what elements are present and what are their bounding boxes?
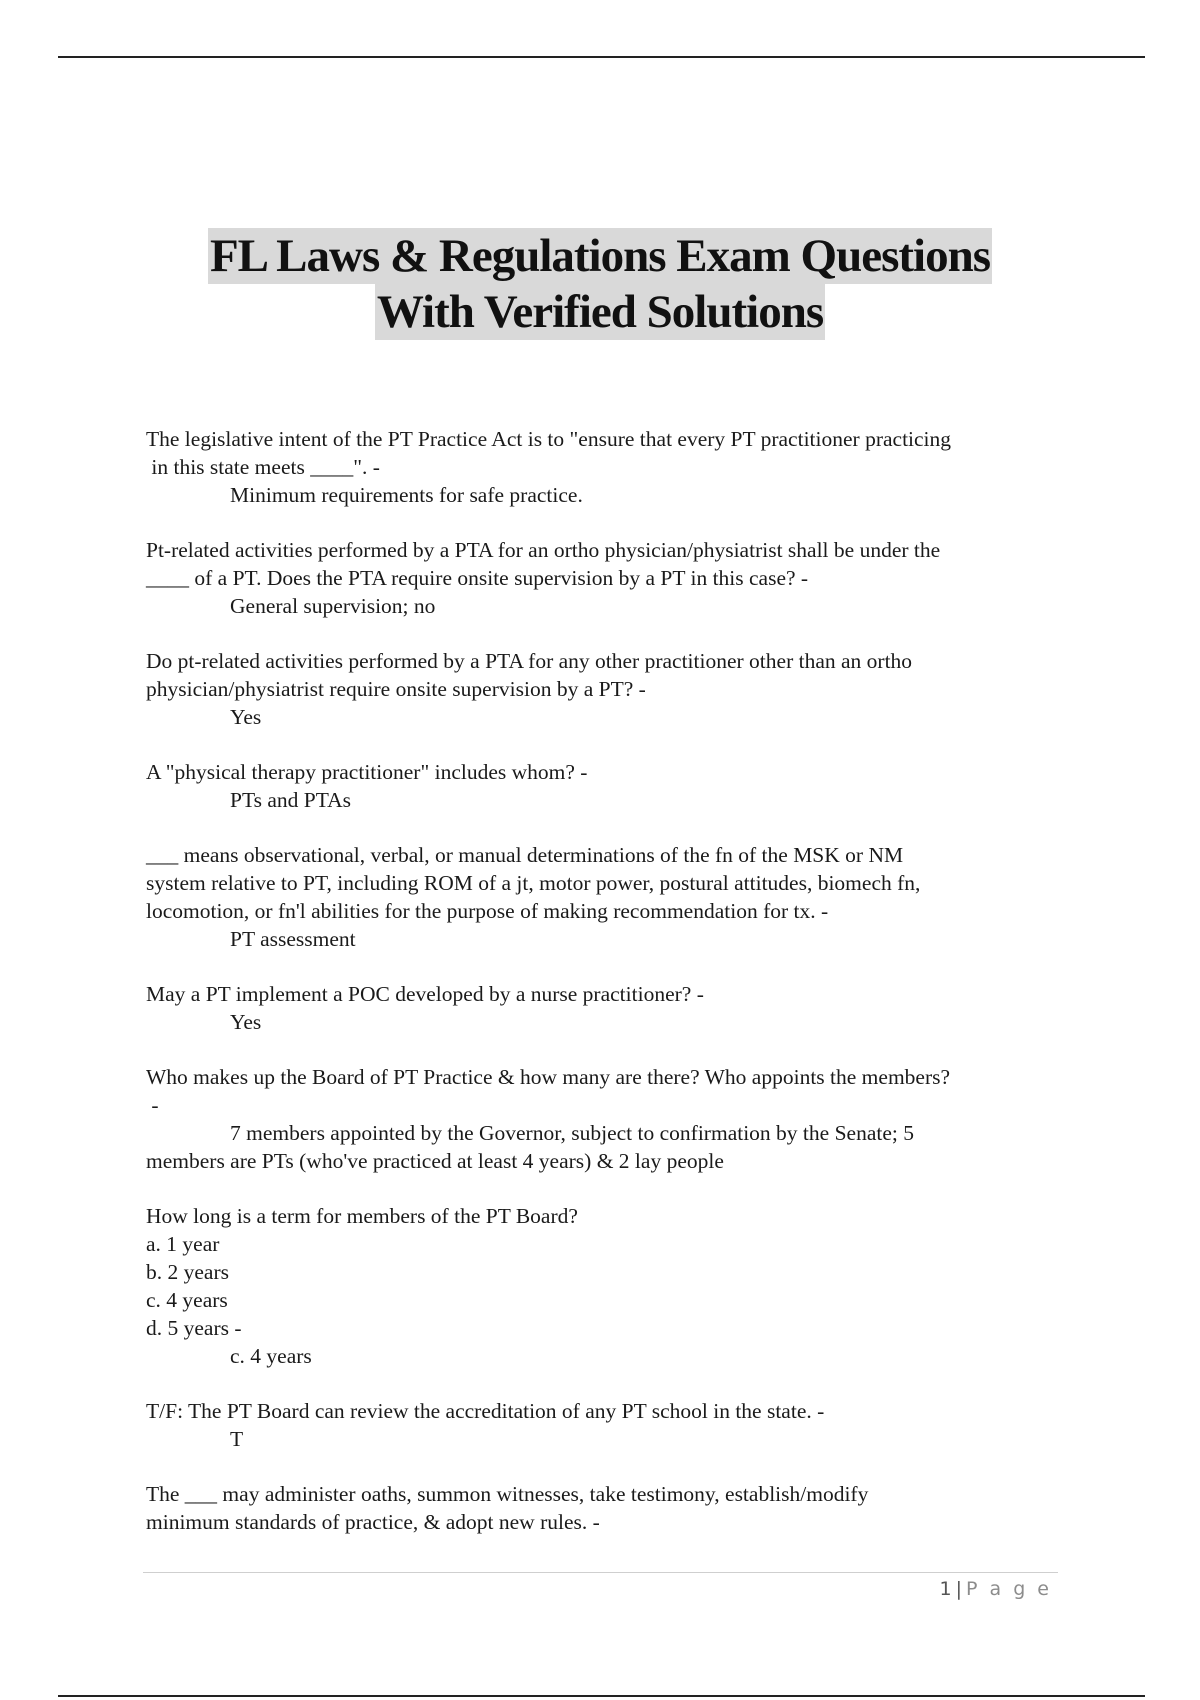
answer-text: General supervision; no [230,594,436,618]
question-text: ___ means observational, verbal, or manual determinations of the fn of the MSK or NM system relative to PT, including ROM of a jt, motor power, postural attitudes, biomech fn, locomotion, or fn'l abilities for the purpose of making recommendation for tx. - [146,843,921,923]
answer-text: 7 members appointed by the Governor, subject to confirmation by the Senate; 5 members are PTs (who've practiced at least 4 years) & 2 lay people [146,1121,914,1173]
title-line-1: FL Laws & Regulations Exam Questions [209,230,991,282]
answer-text: Minimum requirements for safe practice. [230,483,583,507]
qa-item [146,1480,1066,1536]
footer-rule [143,1572,1058,1573]
page-number [940,1578,1052,1600]
qa-item [146,536,1066,620]
qa-item [146,1202,1066,1370]
qa-item [146,425,1066,509]
question-text: The legislative intent of the PT Practice Act is to "ensure that every PT practitioner practicing in this state meets ____". - [146,427,952,479]
qa-list [146,425,1066,1563]
document-title [0,228,1200,340]
page-separator: | [955,1578,963,1600]
qa-item [146,1063,1066,1175]
footer-edge-rule [58,1695,1145,1697]
question-text: A "physical therapy practitioner" includes whom? - [146,760,588,784]
answer-text: Yes [230,1010,262,1034]
answer-text: c. 4 years [230,1344,312,1368]
qa-item [146,1397,1066,1453]
question-text: How long is a term for members of the PT Board? a. 1 year b. 2 years c. 4 years d. 5 years - [146,1204,578,1340]
answer-text: PT assessment [230,927,356,951]
answer-text: Yes [230,705,262,729]
qa-item [146,841,1066,953]
qa-item [146,647,1066,731]
question-text: The ___ may administer oaths, summon witnesses, take testimony, establish/modify minimum standards of practice, & adopt new rules. - [146,1482,869,1534]
title-line-2: With Verified Solutions [376,286,824,338]
answer-text: T [230,1427,244,1451]
qa-item [146,980,1066,1036]
header-rule [58,56,1145,58]
answer-text: PTs and PTAs [230,788,352,812]
page-number-value: 1 [939,1578,952,1600]
question-text: Who makes up the Board of PT Practice & how many are there? Who appoints the members? - [146,1065,951,1117]
page-word: P a g e [966,1578,1052,1600]
question-text: T/F: The PT Board can review the accreditation of any PT school in the state. - [146,1399,825,1423]
question-text: Do pt-related activities performed by a PTA for any other practitioner other than an ortho physician/physiatrist require onsite supervision by a PT? - [146,649,913,701]
question-text: May a PT implement a POC developed by a nurse practitioner? - [146,982,704,1006]
question-text: Pt-related activities performed by a PTA for an ortho physician/physiatrist shall be under the ____ of a PT. Does the PTA require onsite supervision by a PT in this case? - [146,538,941,590]
qa-item [146,758,1066,814]
